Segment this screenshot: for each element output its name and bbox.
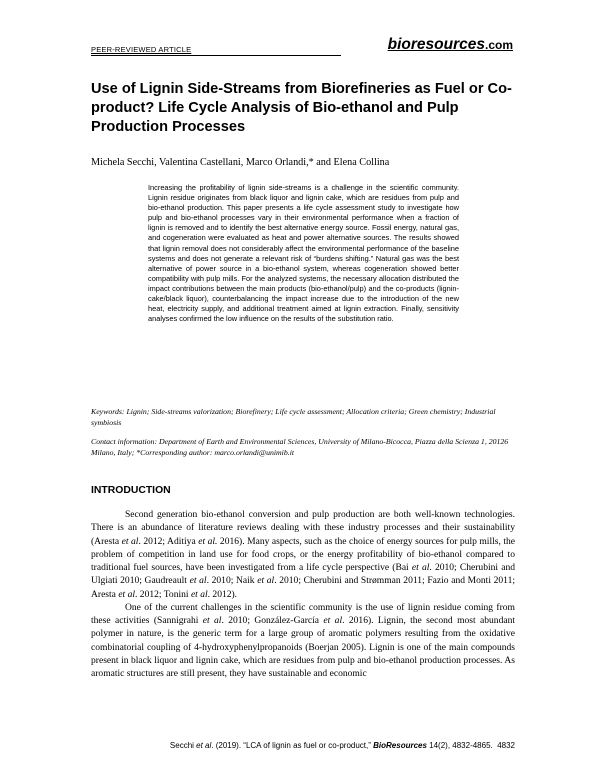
p1-etal-2: et al. — [198, 535, 218, 547]
keywords: Keywords: Lignin; Side-streams valorization; Biorefinery; Life cycle assessment; Allocation criteria; Green chemistry; Industrial symbiosis — [91, 407, 496, 427]
intro-paragraph-2 — [91, 601, 515, 681]
p1-etal-6: et al — [118, 588, 136, 600]
p1-etal-4: et al — [189, 575, 207, 587]
p2-etal-2: et al — [323, 615, 343, 626]
p2-text-1: One of the current challenges in the scientific community is the use of lignin residue coming from these activities (Sannigrahi — [91, 601, 515, 626]
peer-reviewed-label: PEER-REVIEWED ARTICLE — [91, 45, 192, 54]
p1-text-8: . 2012). — [207, 588, 238, 600]
article-title: Use of Lignin Side-Streams from Biorefineries as Fuel or Co-product? Life Cycle Analysis of Bio-ethanol and Pulp Production Processes — [91, 81, 512, 135]
p1-text-6: . 2010; Cherubini and Strømman 2011; Fazio and Monti 2011; Aresta — [91, 575, 516, 600]
page-footer — [91, 741, 515, 750]
header-rule — [91, 55, 341, 56]
p1-text-1: Second generation bio-ethanol conversion and pulp production are both well-known technologies. There is an abundance of literature reviews dealing with these industry processes and their sustainability (Aresta — [91, 509, 515, 547]
footer-volume: 14(2), 4832-4865. — [426, 741, 493, 750]
running-header — [91, 36, 513, 58]
p2-text-2: . 2010; González-García — [221, 615, 324, 626]
p1-text-3: 2016). Many aspects, such as the choice of energy sources for pulp mills, the problem of competition in land use for food crops, or the energy profitability of bio-ethanol compared to traditional fuel sources, have been investigated from a life cycle perspective (Bai — [91, 535, 516, 573]
journal-logo — [388, 36, 513, 54]
p1-text-7: . 2012; Tonini — [135, 588, 191, 600]
section-heading-introduction: INTRODUCTION — [91, 485, 171, 496]
footer-journal-name: BioResources — [373, 741, 427, 750]
journal-logo-name: bioresources — [387, 36, 485, 53]
author-list: Michela Secchi, Valentina Castellani, Marco Orlandi,* and Elena Collina — [91, 157, 390, 168]
p1-etal-5: et al — [257, 575, 275, 587]
p2-text-3: . 2016). Lignin, the second most abundant polymer in nature, is the generic term for a large group of aromatic polymers resulting from the oxidative combinatorial coupling of 4-hydroxyphenylpropanoids (Boerjan 2005). Lignin is one of the main compounds present in black liquor and lignin cake, which are residues from pulp and bio-ethanol production processes. As aromatic structures are still present, they have sustainable and economic — [91, 615, 516, 679]
journal-logo-domain: .com — [484, 38, 513, 52]
contact-information: Contact information: Department of Earth and Environmental Sciences, University of Milano-Bicocca, Piazza della Scienza 1, 20126 Milano, Italy; *Corresponding author: marco.orlandi@unimib.it — [91, 437, 509, 457]
footer-page-number: 4832 — [497, 741, 515, 750]
abstract: Increasing the profitability of lignin side-streams is a challenge in the scientific community. Lignin residue originates from black liquor and lignin cake, which are residues from pulp and bio-ethanol production. This paper presents a life cycle assessment study to investigate how pulp and bio-ethanol processes vary in their environmental performance when a fraction of lignin is removed and to identify the best alternative energy source. Fossil energy, natural gas, and cogeneration were evaluated as heat and power alternative sources. The results showed that lignin removal does not considerably affect the environmental performance of the baseline systems and does not generate a relevant risk of “burdens shifting.” Natural gas was the best alternative of power source in a bio-ethanol system, whereas cogeneration showed better compatibility with pulp mills. For the analyzed systems, the necessary allocation distributed the impact contributions between the main products (bio-ethanol/pulp) and the co-products (lignin-cake/black liquor), counterbalancing the impact increase due to the introduction of the new heat, electricity supply, and additional treatment aimed at lignin extraction. Finally, sensitivity analyses confirmed the low influence on the results of the substitution ratio. — [148, 183, 459, 324]
p2-etal-1: et al — [202, 615, 222, 626]
footer-citation-etal: et al — [196, 741, 212, 750]
p1-etal-7: et al — [190, 588, 208, 600]
p1-etal-1: et al — [121, 535, 139, 547]
intro-paragraph-1 — [91, 508, 515, 601]
footer-citation-author: Secchi — [169, 741, 197, 750]
p1-etal-3: et al — [411, 562, 430, 573]
p1-text-5: . 2010; Naik — [206, 575, 258, 587]
introduction-body — [91, 508, 515, 680]
footer-citation-title: . (2019). “LCA of lignin as fuel or co-product,” — [211, 741, 374, 750]
p1-text-4: . 2010; Cherubini and Ulgiati 2010; Gaudreault — [91, 562, 516, 587]
p1-text-2: . 2012; Aditiya — [138, 535, 199, 547]
